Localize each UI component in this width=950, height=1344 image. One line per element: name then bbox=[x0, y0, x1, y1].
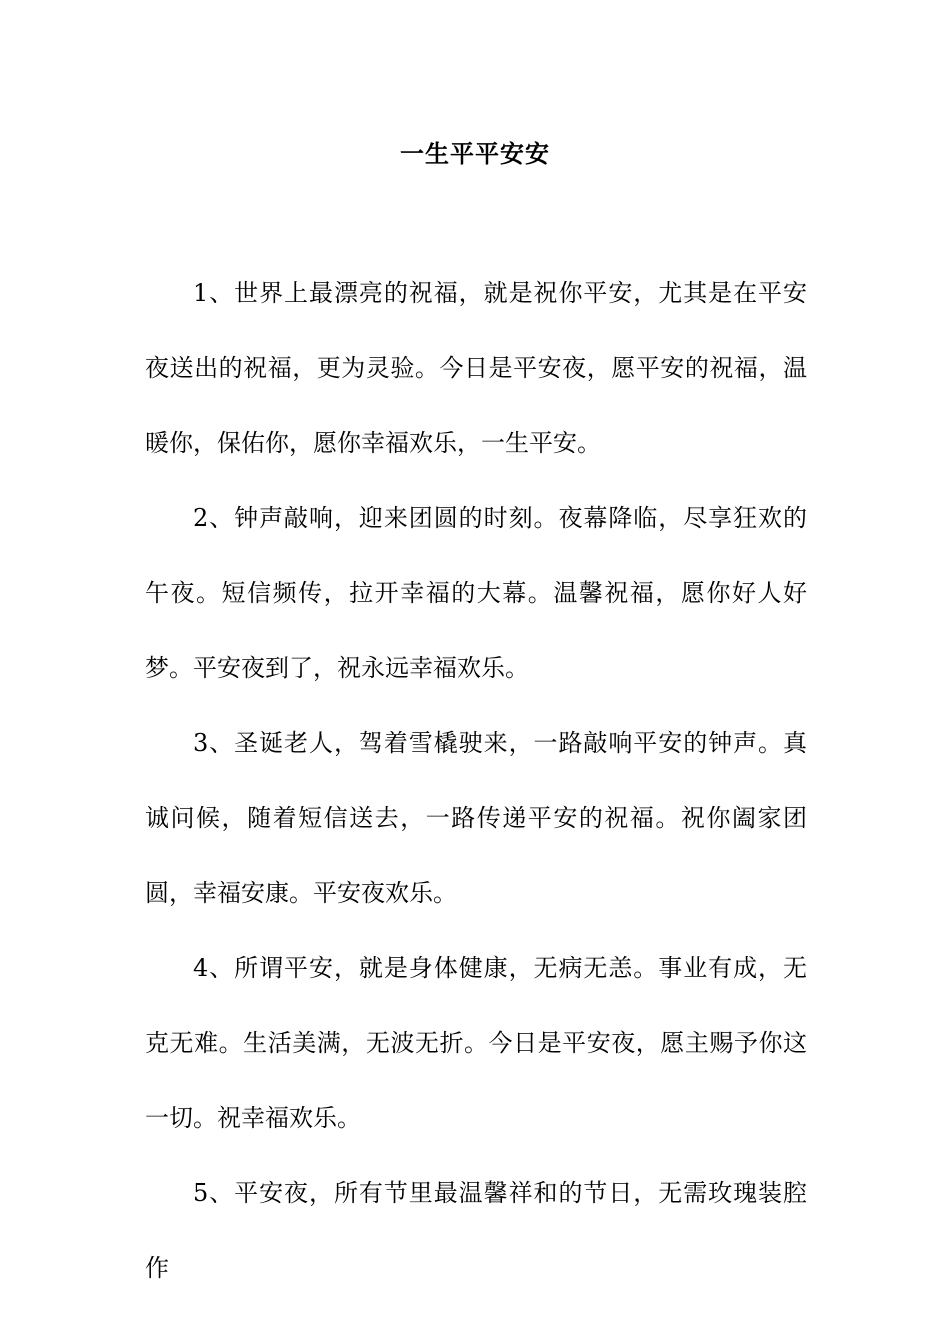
paragraph-5: 5、平安夜，所有节里最温馨祥和的节日，无需玫瑰装腔作 bbox=[145, 1179, 807, 1282]
document-body bbox=[145, 256, 807, 1306]
paragraph-2: 2、钟声敲响，迎来团圆的时刻。夜幕降临，尽享狂欢的午夜。短信频传，拉开幸福的大幕。温馨祝福，愿你好人好梦。平安夜到了，祝永远幸福欢乐。 bbox=[145, 504, 807, 682]
document-title: 一生平平安安 bbox=[400, 139, 550, 168]
paragraph-3: 3、圣诞老人，驾着雪橇驶来，一路敲响平安的钟声。真诚问候，随着短信送去，一路传递平安的祝福。祝你阖家团圆，幸福安康。平安夜欢乐。 bbox=[145, 729, 807, 907]
paragraph-1: 1、世界上最漂亮的祝福，就是祝你平安，尤其是在平安夜送出的祝福，更为灵验。今日是平安夜，愿平安的祝福，温暖你，保佑你，愿你幸福欢乐，一生平安。 bbox=[145, 279, 807, 457]
paragraph-4: 4、所谓平安，就是身体健康，无病无恙。事业有成，无克无难。生活美满，无波无折。今日是平安夜，愿主赐予你这一切。祝幸福欢乐。 bbox=[145, 954, 807, 1132]
